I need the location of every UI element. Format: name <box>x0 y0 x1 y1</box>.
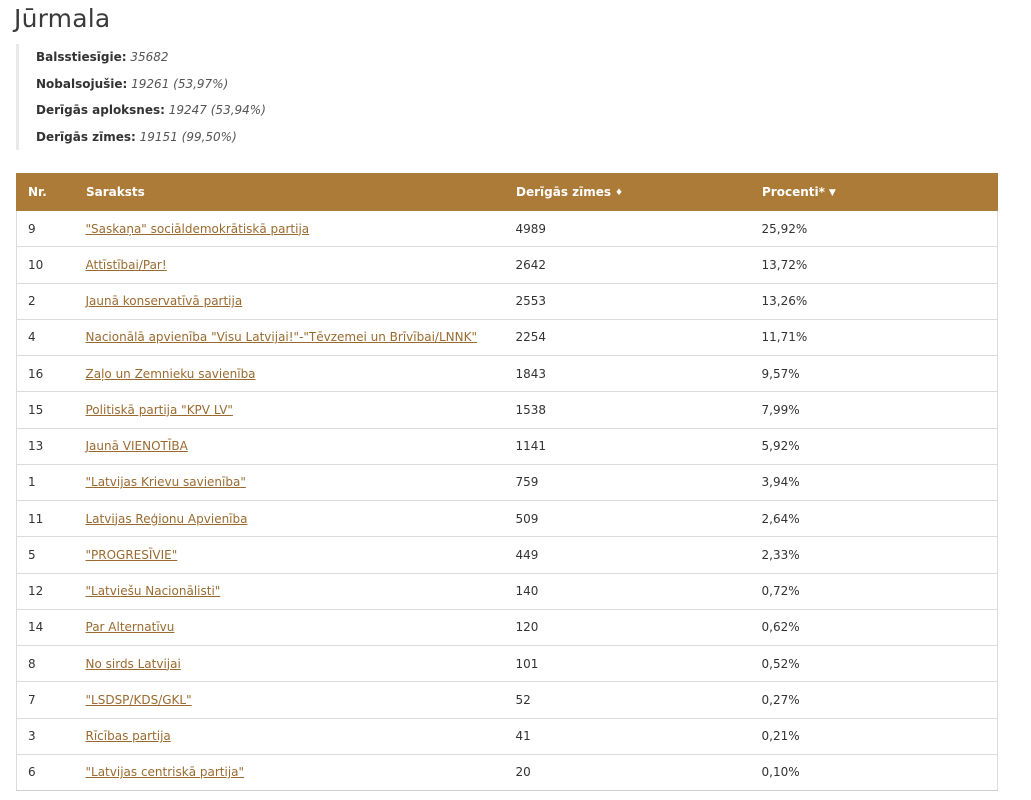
cell-list <box>75 682 505 718</box>
stat-valid-ballots <box>36 124 436 151</box>
cell-nr: 11 <box>17 501 75 537</box>
header-list-label: Saraksts <box>86 185 145 199</box>
cell-list <box>75 609 505 645</box>
party-link[interactable]: Attīstībai/Par! <box>85 257 167 272</box>
table-row <box>17 211 998 247</box>
cell-percent: 11,71% <box>751 319 998 355</box>
cell-list <box>75 573 505 609</box>
cell-nr: 13 <box>17 428 75 464</box>
cell-valid-votes: 20 <box>505 754 751 790</box>
header-nr <box>17 174 75 211</box>
cell-nr: 14 <box>17 609 75 645</box>
cell-nr: 7 <box>17 682 75 718</box>
table-row <box>17 609 998 645</box>
cell-list <box>75 283 505 319</box>
cell-list <box>75 356 505 392</box>
cell-valid-votes: 101 <box>505 646 751 682</box>
cell-percent: 0,72% <box>751 573 998 609</box>
stats-summary <box>16 44 436 150</box>
party-link[interactable]: "Latvijas centriskā partija" <box>85 765 245 780</box>
cell-percent: 0,21% <box>751 718 998 754</box>
stat-label: Nobalsojušie: <box>36 76 128 91</box>
party-link[interactable]: "Saskaņa" sociāldemokrātiskā partija <box>85 221 310 236</box>
stat-value: 19261 (53,97%) <box>131 76 229 91</box>
cell-percent: 25,92% <box>751 211 998 247</box>
cell-valid-votes: 1141 <box>505 428 751 464</box>
sort-both-icon[interactable]: ♦ <box>615 188 624 198</box>
party-link[interactable]: "LSDSP/KDS/GKL" <box>85 692 192 707</box>
cell-nr: 4 <box>17 319 75 355</box>
table-row <box>17 537 998 573</box>
table-row <box>17 646 998 682</box>
table-row <box>17 247 998 283</box>
table-row <box>17 464 998 500</box>
stat-value: 19151 (99,50%) <box>139 130 237 145</box>
table-row <box>17 501 998 537</box>
cell-list <box>75 211 505 247</box>
cell-valid-votes: 4989 <box>505 211 751 247</box>
header-percent[interactable] <box>751 174 998 211</box>
stat-label: Derīgās aploksnes: <box>36 103 165 118</box>
cell-nr: 2 <box>17 283 75 319</box>
stat-valid-envelopes <box>36 97 436 124</box>
cell-nr: 9 <box>17 211 75 247</box>
party-link[interactable]: Rīcības partija <box>85 729 171 744</box>
header-valid-votes-label: Derīgās zīmes <box>516 185 612 199</box>
table-row <box>17 356 998 392</box>
party-link[interactable]: Zaļo un Zemnieku savienība <box>85 366 256 381</box>
cell-valid-votes: 2254 <box>505 319 751 355</box>
cell-valid-votes: 1843 <box>505 356 751 392</box>
results-table <box>16 173 998 791</box>
cell-valid-votes: 1538 <box>505 392 751 428</box>
party-link[interactable]: "Latviešu Nacionālisti" <box>85 584 221 599</box>
cell-percent: 0,62% <box>751 609 998 645</box>
table-row <box>17 392 998 428</box>
cell-list <box>75 718 505 754</box>
cell-valid-votes: 759 <box>505 464 751 500</box>
cell-percent: 5,92% <box>751 428 998 464</box>
cell-percent: 9,57% <box>751 356 998 392</box>
cell-nr: 3 <box>17 718 75 754</box>
table-row <box>17 428 998 464</box>
cell-valid-votes: 140 <box>505 573 751 609</box>
cell-percent: 2,64% <box>751 501 998 537</box>
stat-label: Derīgās zīmes: <box>36 130 136 145</box>
cell-list <box>75 646 505 682</box>
cell-nr: 1 <box>17 464 75 500</box>
cell-valid-votes: 2553 <box>505 283 751 319</box>
cell-valid-votes: 52 <box>505 682 751 718</box>
stat-value: 19247 (53,94%) <box>168 103 266 118</box>
party-link[interactable]: Latvijas Reģionu Apvienība <box>85 511 248 526</box>
header-percent-label: Procenti* <box>762 185 825 199</box>
header-nr-label: Nr. <box>28 185 47 199</box>
cell-nr: 12 <box>17 573 75 609</box>
stat-value: 35682 <box>130 50 169 64</box>
cell-list <box>75 247 505 283</box>
table-row <box>17 319 998 355</box>
page-title: Jūrmala <box>14 4 111 33</box>
stat-eligible-voters <box>36 44 436 71</box>
party-link[interactable]: "PROGRESĪVIE" <box>85 547 178 562</box>
party-link[interactable]: Nacionālā apvienība "Visu Latvijai!"-"Tēvzemei un Brīvībai/LNNK" <box>85 330 477 345</box>
party-link[interactable]: Jaunā konservatīvā partija <box>85 294 243 309</box>
party-link[interactable]: Jaunā VIENOTĪBA <box>85 439 188 454</box>
stat-label: Balsstiesīgie: <box>36 50 127 64</box>
table-header-row <box>17 174 998 211</box>
table-body <box>17 211 998 791</box>
cell-percent: 13,72% <box>751 247 998 283</box>
cell-valid-votes: 120 <box>505 609 751 645</box>
party-link[interactable]: Par Alternatīvu <box>85 620 175 635</box>
cell-percent: 13,26% <box>751 283 998 319</box>
cell-valid-votes: 509 <box>505 501 751 537</box>
party-link[interactable]: Politiskā partija "KPV LV" <box>85 402 233 417</box>
cell-nr: 15 <box>17 392 75 428</box>
cell-list <box>75 319 505 355</box>
sort-desc-icon[interactable]: ▼ <box>828 188 836 198</box>
table-row <box>17 573 998 609</box>
cell-percent: 3,94% <box>751 464 998 500</box>
cell-list <box>75 392 505 428</box>
party-link[interactable]: "Latvijas Krievu savienība" <box>85 475 246 490</box>
table-row <box>17 754 998 790</box>
cell-percent: 0,27% <box>751 682 998 718</box>
cell-list <box>75 501 505 537</box>
table-row <box>17 718 998 754</box>
table-row <box>17 283 998 319</box>
cell-list <box>75 464 505 500</box>
cell-nr: 16 <box>17 356 75 392</box>
cell-valid-votes: 449 <box>505 537 751 573</box>
cell-valid-votes: 41 <box>505 718 751 754</box>
cell-valid-votes: 2642 <box>505 247 751 283</box>
party-link[interactable]: No sirds Latvijai <box>85 656 181 671</box>
cell-list <box>75 428 505 464</box>
cell-list <box>75 754 505 790</box>
header-valid-votes[interactable] <box>505 174 751 211</box>
cell-nr: 5 <box>17 537 75 573</box>
cell-percent: 2,33% <box>751 537 998 573</box>
cell-nr: 8 <box>17 646 75 682</box>
cell-percent: 7,99% <box>751 392 998 428</box>
cell-nr: 10 <box>17 247 75 283</box>
stat-voted <box>36 71 436 98</box>
cell-percent: 0,52% <box>751 646 998 682</box>
cell-percent: 0,10% <box>751 754 998 790</box>
table-row <box>17 682 998 718</box>
header-list <box>75 174 505 211</box>
cell-list <box>75 537 505 573</box>
cell-nr: 6 <box>17 754 75 790</box>
